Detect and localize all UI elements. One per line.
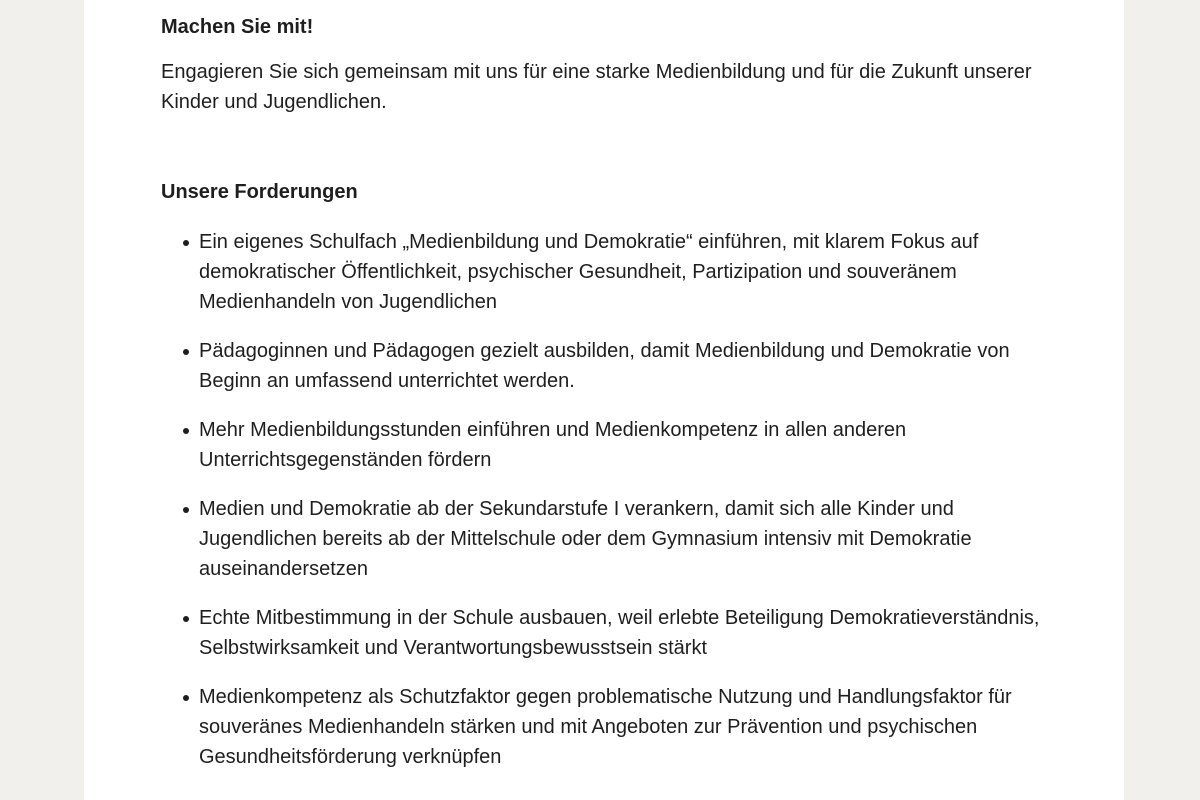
demand-item: Medien und Demokratie ab der Sekundarstufe I verankern, damit sich alle Kinder und Jugendlichen bereits ab der Mittelschule oder dem Gymnasium intensiv mit Demokratie auseinandersetzen xyxy=(199,494,1051,584)
content-page xyxy=(84,0,1124,800)
demands-list xyxy=(161,227,1051,772)
demand-item: Medienkompetenz als Schutzfaktor gegen problematische Nutzung und Handlungsfaktor für souveränes Medienhandeln stärken und mit Angeboten zur Prävention und psychischen Gesundheitsförderung verknüpfen xyxy=(199,682,1051,772)
demand-item: Echte Mitbestimmung in der Schule ausbauen, weil erlebte Beteiligung Demokratieverständnis, Selbstwirksamkeit und Verantwortungsbewusstsein stärkt xyxy=(199,603,1051,663)
demands-heading: Unsere Forderungen xyxy=(161,181,358,203)
demand-item: Mehr Medienbildungsstunden einführen und Medienkompetenz in allen anderen Unterrichtsgegenständen fördern xyxy=(199,415,1051,475)
demand-item: Pädagoginnen und Pädagogen gezielt ausbilden, damit Medienbildung und Demokratie von Beginn an umfassend unterrichtet werden. xyxy=(199,336,1051,396)
join-text: Engagieren Sie sich gemeinsam mit uns für eine starke Medienbildung und für die Zukunft unserer Kinder und Jugendlichen. xyxy=(161,61,1032,113)
demand-item: Ein eigenes Schulfach „Medienbildung und Demokratie“ einführen, mit klarem Fokus auf demokratischer Öffentlichkeit, psychischer Gesundheit, Partizipation und souveränem Medienhandeln von Jugendlichen xyxy=(199,227,1051,317)
join-heading: Machen Sie mit! xyxy=(161,16,314,38)
article-content xyxy=(161,12,1051,791)
